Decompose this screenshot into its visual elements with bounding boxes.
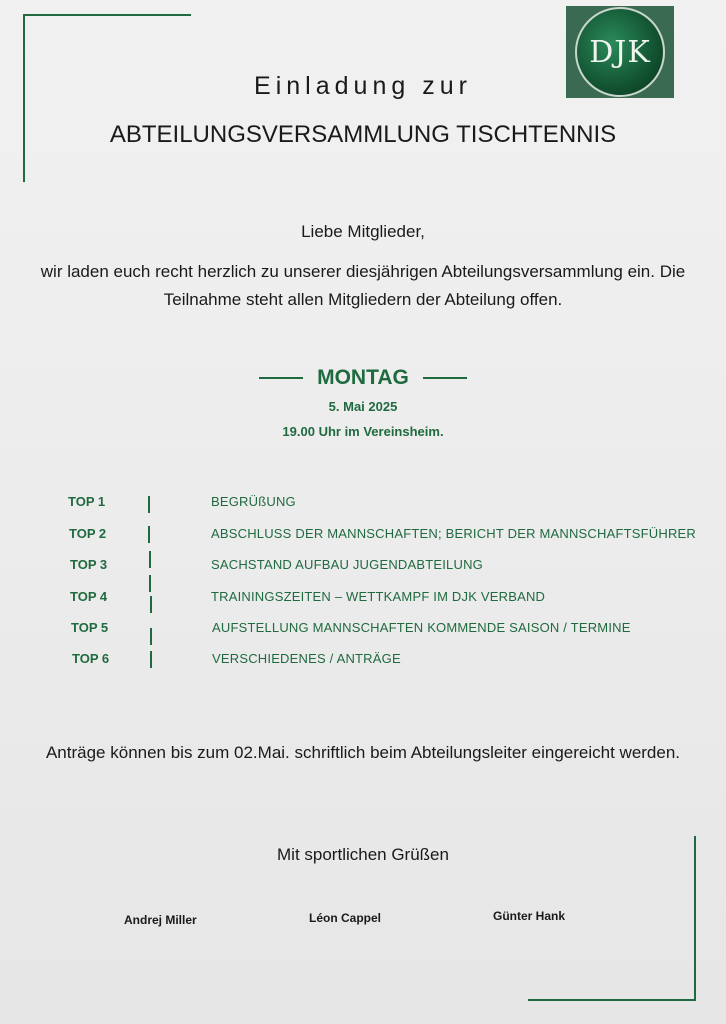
agenda-item-2 xyxy=(0,526,726,548)
agenda-text: TRAININGSZEITEN – WETTKAMPF IM DJK VERBAND xyxy=(211,589,546,604)
event-time-place: 19.00 Uhr im Vereinsheim. xyxy=(282,424,444,439)
agenda-separator xyxy=(148,526,150,543)
title-line-2: ABTEILUNGSVERSAMMLUNG TISCHTENNIS xyxy=(109,121,617,148)
agenda-label: TOP 6 xyxy=(72,651,110,666)
agenda-item-5 xyxy=(0,620,726,642)
agenda-text: BEGRÜßUNG xyxy=(211,494,296,509)
event-day: MONTAG xyxy=(317,366,409,389)
corner-bracket-top-left-horizontal xyxy=(23,14,191,16)
agenda-separator xyxy=(148,496,150,513)
divider-line-right xyxy=(423,377,467,379)
intro-paragraph: wir laden euch recht herzlich zu unserer diesjährigen Abteilungsversammlung ein. Die Teilnahme steht allen Mitgliedern der Abteilung offen. xyxy=(40,262,686,309)
agenda-item-1 xyxy=(0,494,726,516)
deadline-note: Anträge können bis zum 02.Mai. schriftlich beim Abteilungsleiter eingereicht werden. xyxy=(45,743,681,762)
event-date: 5. Mai 2025 xyxy=(328,399,398,414)
signature-name-3: Günter Hank xyxy=(493,909,566,923)
agenda-separator-extra xyxy=(150,628,152,645)
divider-line-left xyxy=(259,377,303,379)
event-day-row xyxy=(0,364,726,392)
agenda-item-6 xyxy=(0,651,726,673)
agenda-separator xyxy=(149,551,151,568)
agenda-label: TOP 3 xyxy=(70,557,108,572)
title-line-1: Einladung zur xyxy=(254,72,472,100)
agenda-item-3 xyxy=(0,557,726,579)
greeting: Liebe Mitglieder, xyxy=(301,222,425,241)
agenda-text: VERSCHIEDENES / ANTRÄGE xyxy=(212,651,401,666)
agenda-text: AUFSTELLUNG MANNSCHAFTEN KOMMENDE SAISON / TERMINE xyxy=(212,620,631,635)
agenda-label: TOP 1 xyxy=(68,494,106,509)
agenda-text: ABSCHLUSS DER MANNSCHAFTEN; BERICHT DER MANNSCHAFTSFÜHRER xyxy=(211,526,696,541)
agenda-text: SACHSTAND AUFBAU JUGENDABTEILUNG xyxy=(211,557,483,572)
closing-greeting: Mit sportlichen Grüßen xyxy=(277,845,449,864)
agenda-separator xyxy=(150,651,152,668)
logo-letters: DJK xyxy=(589,34,651,70)
corner-bracket-bottom-right-horizontal xyxy=(528,999,696,1001)
signature-name-2: Léon Cappel xyxy=(309,911,382,925)
signature-name-1: Andrej Miller xyxy=(124,913,197,927)
agenda-label: TOP 4 xyxy=(70,589,108,604)
agenda-label: TOP 2 xyxy=(69,526,107,541)
agenda-item-4 xyxy=(0,589,726,611)
agenda-separator xyxy=(150,596,152,613)
agenda-separator xyxy=(149,575,151,592)
agenda-label: TOP 5 xyxy=(71,620,109,635)
